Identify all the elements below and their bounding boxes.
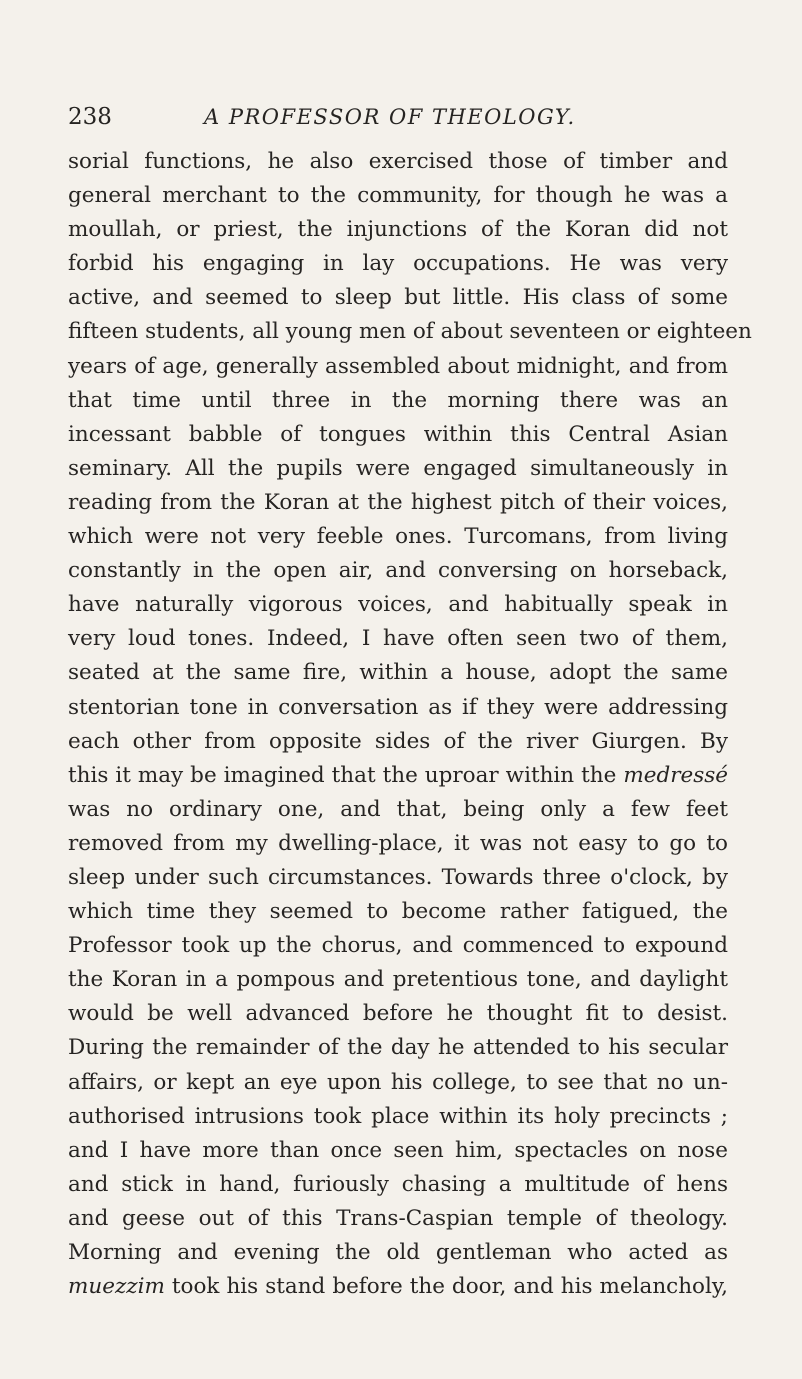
text-line: was no ordinary one, and that, being only a few feet [68, 796, 728, 822]
text-line: Professor took up the chorus, and commenced to expound [68, 933, 728, 959]
text-line: that time until three in the morning there was an [68, 387, 728, 413]
text-line: and stick in hand, furiously chasing a multitude of hens [68, 1171, 728, 1197]
text-line: years of age, generally assembled about midnight, and from [68, 353, 728, 379]
text-line: general merchant to the community, for though he was a [68, 183, 728, 209]
text-line [68, 759, 728, 793]
text-line: very loud tones. Indeed, I have often seen two of them, [68, 626, 728, 652]
text-line: stentorian tone in conversation as if they were addressing [68, 694, 728, 720]
text-line: incessant babble of tongues within this Central Asian [68, 421, 728, 447]
text-line: removed from my dwelling-place, it was not easy to go to [68, 830, 728, 856]
text-line: sorial functions, he also exercised those of timber and [68, 149, 728, 174]
text-line: seated at the same fire, within a house, adopt the same [68, 660, 728, 686]
running-head [68, 100, 728, 140]
text-line: authorised intrusions took place within its holy precincts ; [68, 1103, 728, 1129]
text-line: each other from opposite sides of the river Giurgen. By [68, 728, 728, 754]
text-segment: took his stand before the door, and his melancholy, [171, 1274, 728, 1300]
text-line: fifteen students, all young men of about seventeen or eighteen [68, 319, 752, 345]
page-number: 238 [68, 104, 112, 130]
text-line: have naturally vigorous voices, and habitually speak in [68, 592, 728, 618]
text-line [68, 1270, 728, 1304]
text-segment: this it may be imagined that the uproar within the [68, 762, 617, 788]
text-line: During the remainder of the day he attended to his secular [68, 1035, 728, 1061]
italic-word-muezzim: muezzim [68, 1274, 165, 1300]
text-line: and I have more than once seen him, spectacles on nose [68, 1137, 728, 1163]
text-line: moullah, or priest, the injunctions of the Koran did not [68, 217, 728, 243]
text-line: would be well advanced before he thought fit to desist. [68, 1001, 728, 1027]
text-line: affairs, or kept an eye upon his college, to see that no un- [68, 1069, 728, 1095]
text-line: forbid his engaging in lay occupations. He was very [68, 251, 728, 277]
text-line: the Koran in a pompous and pretentious tone, and daylight [68, 967, 728, 993]
text-line: active, and seemed to sleep but little. His class of some [68, 285, 728, 311]
text-line: reading from the Koran at the highest pitch of their voices, [68, 489, 728, 515]
text-line: sleep under such circumstances. Towards three o'clock, by [68, 864, 728, 890]
text-line: seminary. All the pupils were engaged simultaneously in [68, 455, 728, 481]
text-line: constantly in the open air, and conversing on horseback, [68, 558, 728, 584]
italic-word-medresse: medressé [623, 762, 728, 788]
text-line: which time they seemed to become rather fatigued, the [68, 899, 728, 925]
text-line: and geese out of this Trans-Caspian temple of theology. [68, 1205, 728, 1231]
text-line: Morning and evening the old gentleman who acted as [68, 1240, 728, 1265]
body-text [68, 145, 752, 1304]
running-title: A PROFESSOR OF THEOLOGY. [204, 105, 576, 129]
text-line: which were not very feeble ones. Turcomans, from living [68, 524, 728, 550]
